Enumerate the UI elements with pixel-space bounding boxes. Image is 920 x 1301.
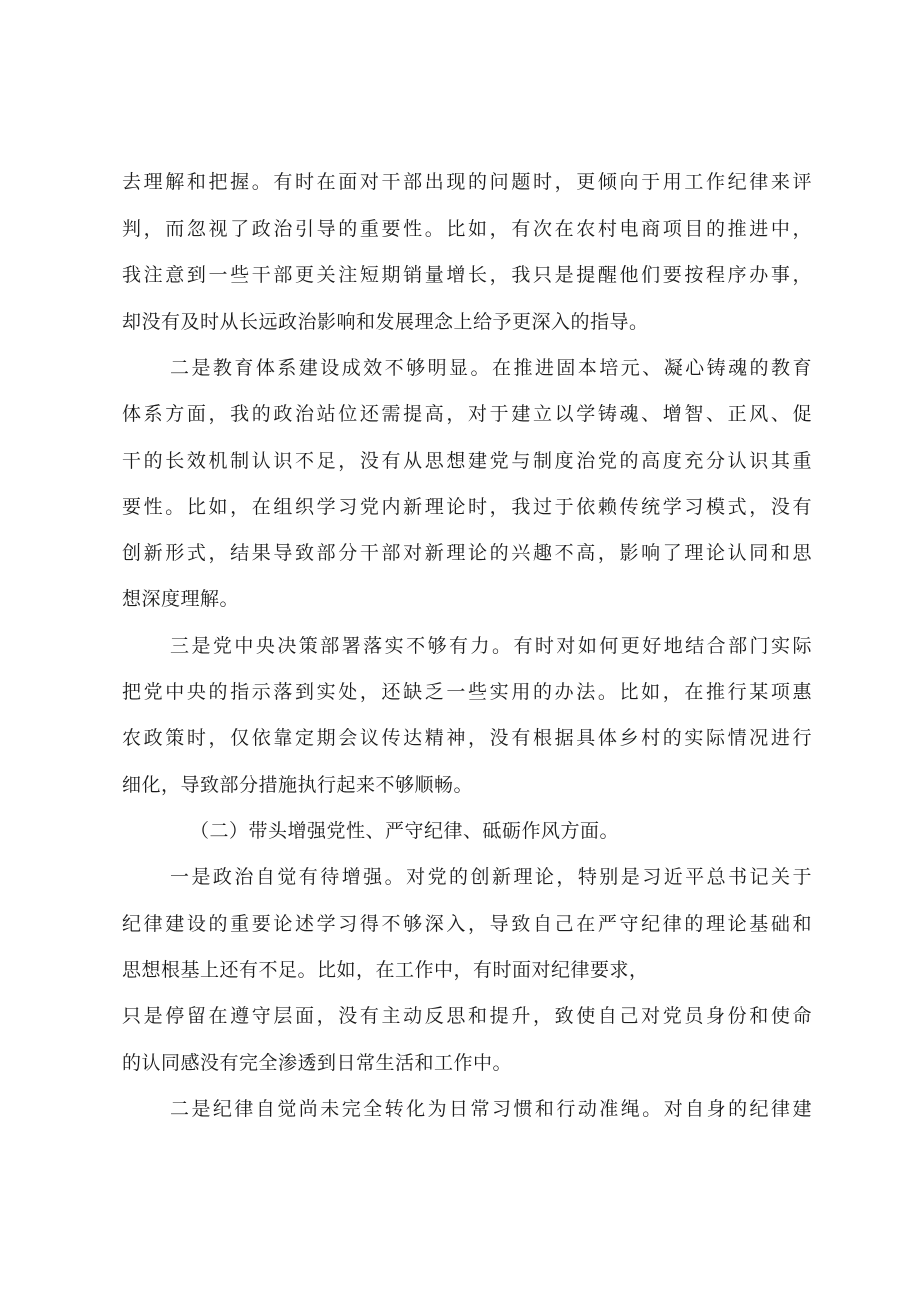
section-heading: （二）带头增强党性、严守纪律、砥砺作风方面。 bbox=[190, 820, 620, 842]
text-line: 细化，导致部分措施执行起来不够顺畅。 bbox=[122, 774, 474, 796]
text-line: 的认同感没有完全渗透到日常生活和工作中。 bbox=[122, 1052, 513, 1074]
text-line: 去理解和把握。有时在面对干部出现的问题时，更倾向于用工作纪律来评 bbox=[122, 171, 812, 193]
text-line: 我注意到一些干部更关注短期销量增长，我只是提醒他们要按程序办事， bbox=[122, 264, 812, 286]
text-line: 却没有及时从长远政治影响和发展理念上给予更深入的指导。 bbox=[122, 311, 649, 333]
text-line: 体系方面，我的政治站位还需提高，对于建立以学铸魂、增智、正风、促 bbox=[122, 403, 812, 425]
text-line: 把党中央的指示落到实处，还缺乏一些实用的办法。比如，在推行某项惠 bbox=[122, 681, 812, 703]
paragraph-start-line: 一是政治自觉有待增强。对党的创新理论，特别是习近平总书记关于 bbox=[170, 866, 812, 888]
text-line: 纪律建设的重要论述学习得不够深入，导致自己在严守纪律的理论基础和 bbox=[122, 913, 812, 935]
text-line: 要性。比如，在组织学习党内新理论时，我过于依赖传统学习模式，没有 bbox=[122, 496, 812, 518]
text-line: 判，而忽视了政治引导的重要性。比如，有次在农村电商项目的推进中， bbox=[122, 218, 812, 240]
paragraph-start-line: 二是教育体系建设成效不够明显。在推进固本培元、凝心铸魂的教育 bbox=[170, 357, 812, 379]
text-line: 只是停留在遵守层面，没有主动反思和提升，致使自己对党员身份和使命 bbox=[122, 1005, 812, 1027]
paragraph-start-line: 二是纪律自觉尚未完全转化为日常习惯和行动准绳。对自身的纪律建 bbox=[170, 1098, 812, 1120]
text-line: 思想根基上还有不足。比如，在工作中，有时面对纪律要求， bbox=[122, 959, 649, 981]
text-line: 想深度理解。 bbox=[122, 588, 240, 610]
text-line: 创新形式，结果导致部分干部对新理论的兴趣不高，影响了理论认同和思 bbox=[122, 542, 812, 564]
text-line: 农政策时，仅依靠定期会议传达精神，没有根据具体乡村的实际情况进行 bbox=[122, 727, 812, 749]
text-line: 干的长效机制认识不足，没有从思想建党与制度治党的高度充分认识其重 bbox=[122, 450, 812, 472]
paragraph-start-line: 三是党中央决策部署落实不够有力。有时对如何更好地结合部门实际 bbox=[170, 635, 812, 657]
